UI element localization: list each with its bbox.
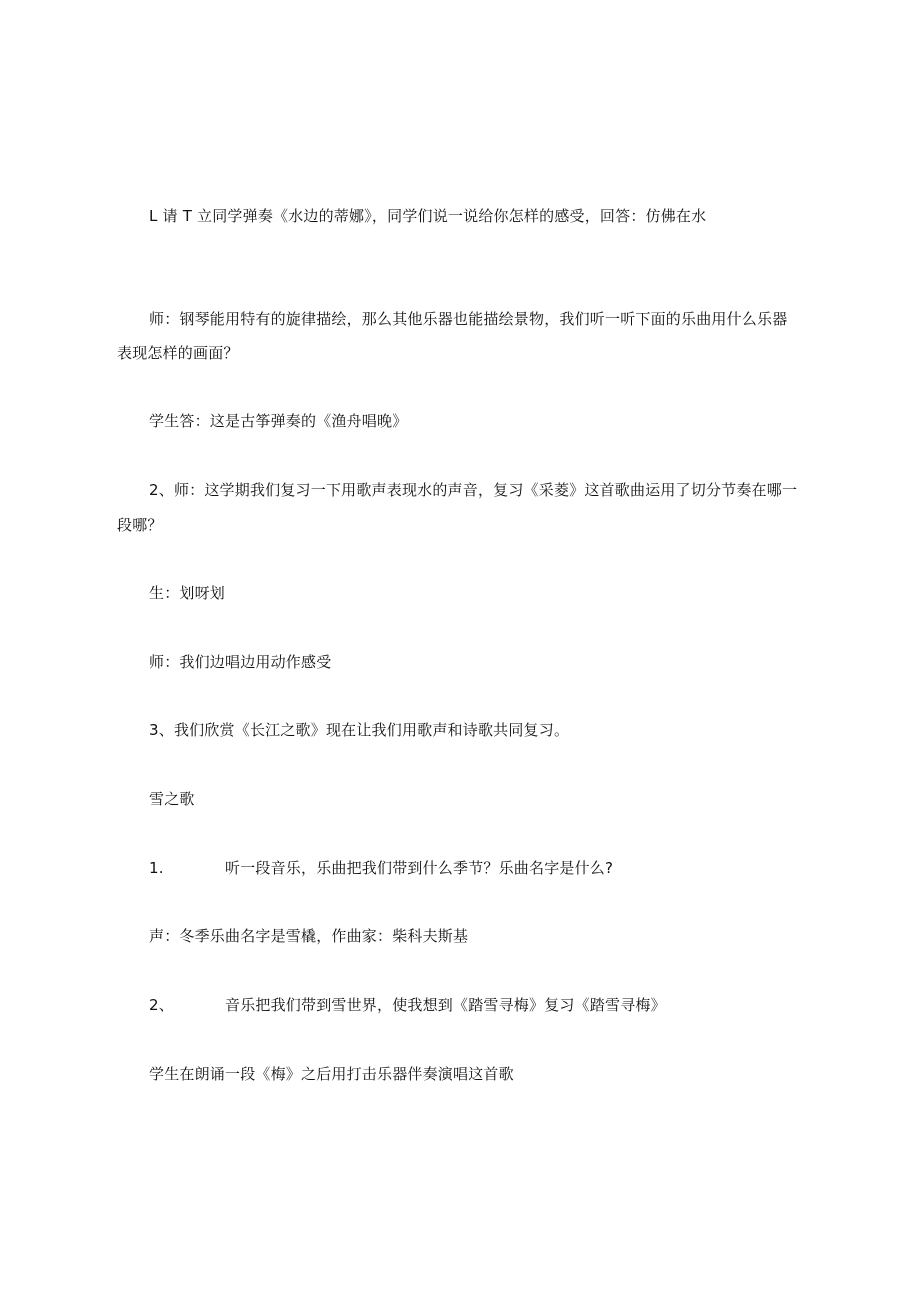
- heading-snow-song: 雪之歌: [149, 790, 195, 808]
- list-item-1: [149, 858, 613, 878]
- paragraph-7: 3、我们欣赏《长江之歌》现在让我们用歌声和诗歌共同复习。: [149, 721, 570, 739]
- paragraph-5: 生：划呀划: [149, 584, 226, 602]
- list-item-2-text: 音乐把我们带到雪世界，使我想到《踏雪寻梅》复习《踏雪寻梅》: [225, 996, 666, 1014]
- list-item-2-number: 2、: [149, 996, 174, 1014]
- paragraph-6: 师：我们边唱边用动作感受: [149, 653, 332, 671]
- paragraph-10: 声：冬季乐曲名字是雪橇，作曲家：柴科夫斯基: [149, 927, 469, 945]
- paragraph-2-line-2: 表现怎样的画面？: [117, 344, 239, 362]
- paragraph-3: 学生答：这是古筝弹奏的《渔舟唱晚》: [149, 412, 408, 430]
- list-item-2: [149, 995, 666, 1015]
- paragraph-1: L 请 T 立同学弹奏《水边的蒂娜》，同学们说一说给你怎样的感受，回答：仿佛在水: [149, 207, 707, 225]
- list-item-1-number: 1.: [149, 859, 164, 877]
- paragraph-2-line-1: 师：钢琴能用特有的旋律描绘，那么其他乐器也能描绘景物，我们听一听下面的乐曲用什么乐器: [149, 310, 788, 328]
- paragraph-4-line-2: 段哪？: [117, 516, 163, 534]
- list-item-1-text: 听一段音乐，乐曲把我们带到什么季节？乐曲名字是什么?: [225, 859, 614, 877]
- paragraph-4-line-1: 2、师：这学期我们复习一下用歌声表现水的声音，复习《采菱》这首歌曲运用了切分节奏在哪一: [149, 481, 798, 499]
- paragraph-12: 学生在朗诵一段《梅》之后用打击乐器伴奏演唱这首歌: [149, 1065, 514, 1083]
